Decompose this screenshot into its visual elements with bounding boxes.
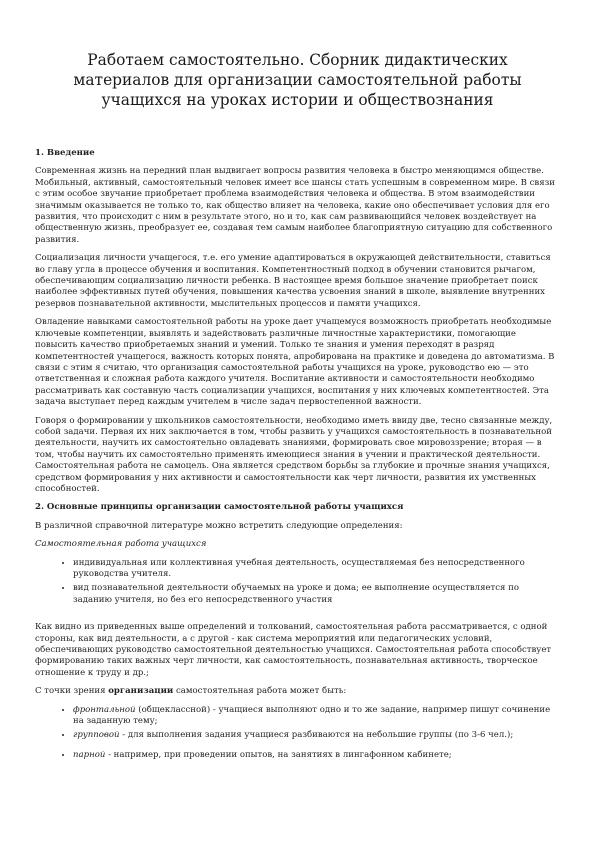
paragraph: Овладение навыками самостоятельной работы на уроке дает учащемуся возможность приобретать необходимые ключевые компетенции, выявлять и задействовать различные личностные характеристики, помогающие повысить качество приобретаемых знаний и умений. Только те знания и умения переходят в разряд компетентностей учащегося, важность которых понята, апробирована на практике и доведена до автоматизма. В связи с этим я считаю, что организация самостоятельной работы учащихся на уроке, руководство ею — это ответственная и сложная работа каждого учителя. Воспитание активности и самостоятельности необходимо рассматривать как составную часть социализации учащихся, воспитания у них ключевых компетентностей. Эта задача выступает перед каждым учителем в числе задач первостепенной важности. (35, 317, 555, 408)
list-item (73, 730, 558, 741)
text-run: самостоятельная работа может быть: (173, 686, 347, 697)
forms-list (35, 705, 558, 762)
paragraph: В различной справочной литературе можно встретить следующие определения: (35, 520, 403, 531)
paragraph: Как видно из приведенных выше определений и толкований, самостоятельная работа рассматривается, с одной стороны, как вид деятельности, а с другой - как система мероприятий или педагогических условий, обеспечивающих руководство самостоятельной деятельностью учащихся. Самостоятельная работа способствует формированию таких важных черт личности, как самостоятельность, познавательная активность, творческое отношение к труду и др.; (35, 622, 552, 678)
section-heading-principles: 2. Основные принципы организации самостоятельной работы учащихся (35, 502, 404, 513)
list-item (73, 750, 558, 761)
document-title: Работаем самостоятельно. Сборник дидактических материалов для организации самостоятельной работы учащихся на уроках истории и обществознания (73, 51, 522, 109)
document-body (35, 148, 558, 769)
text-run: (общеклассной) - учащиеся выполняют одно и то же задание, например пишут сочинение на заданную тему; (73, 704, 551, 727)
bold-term: организации (108, 686, 174, 697)
italic-term: групповой (73, 730, 120, 741)
italic-term: фронтальной (73, 704, 136, 715)
paragraph (35, 686, 558, 697)
paragraph: Социализация личности учащегося, т.е. его умение адаптироваться в окружающей действительности, ставиться во главу угла в процессе обучения и воспитания. Компетентностный подход в обучении становится рычагом, обеспечивающим социализацию личности ребенка. В настоящее время большое значение приобретает поиск наиболее эффективных путей обучения, повышения качества усвоения знаний в школе, выявление внутренних резервов познавательной активности, мыслительных процессов и памяти учащихся. (35, 253, 551, 309)
text-run: - например, при проведении опытов, на занятиях в лингафонном кабинете; (105, 749, 452, 760)
list-item (73, 705, 558, 728)
definitions-list (35, 558, 558, 607)
definition-term: Самостоятельная работа учащихся (35, 539, 207, 550)
section-heading-introduction: 1. Введение (35, 148, 95, 158)
paragraph: Говоря о формировании у школьников самостоятельности, необходимо иметь ввиду две, тесно связанные между, собой задачи. Первая их них заключается в том, чтобы развить у учащихся самостоятельность в познавательной деятельности, научить их самостоятельно овладевать знаниями, формировать свое мировоззрение; вторая — в том, чтобы научить их самостоятельно применять имеющиеся знания в учении и практической деятельности. Самостоятельная работа не самоцель. Она является средством борьбы за глубокие и прочные знания учащихся, средством формирования у них активности и самостоятельности как черт личности, развития их умственных способностей. (35, 415, 553, 494)
text-run: С точки зрения (35, 686, 109, 697)
list-item: • вид познавательной деятельности обучаемых на уроке и дома; ее выполнение осуществляется по заданию учителя, но без его непосредственного участия (73, 583, 558, 606)
italic-term: парной (73, 749, 106, 760)
text-run: - для выполнения задания учащиеся разбиваются на небольшие группы (по 3-6 чел.); (119, 730, 514, 741)
list-item: • индивидуальная или коллективная учебная деятельность, осуществляемая без непосредственного руководства учителя. (73, 558, 558, 581)
paragraph: Современная жизнь на передний план выдвигает вопросы развития человека в быстро меняющимся обществе. Мобильный, активный, самостоятельный человек имеет все шансы стать успешным в современном мире. В связи с этим особое звучание приобретает проблема взаимодействия человека и общества. В этом взаимодействии значимым оказывается не только то, как общество влияет на человека, какие оно обеспечивает условия для его развития, что происходит с ним в результате этого, но и то, как сам развивающийся человек воздействует на общественную жизнь, преобразует ее, создавая тем самым наиболее благоприятную ситуацию для собственного развития. (35, 166, 555, 245)
